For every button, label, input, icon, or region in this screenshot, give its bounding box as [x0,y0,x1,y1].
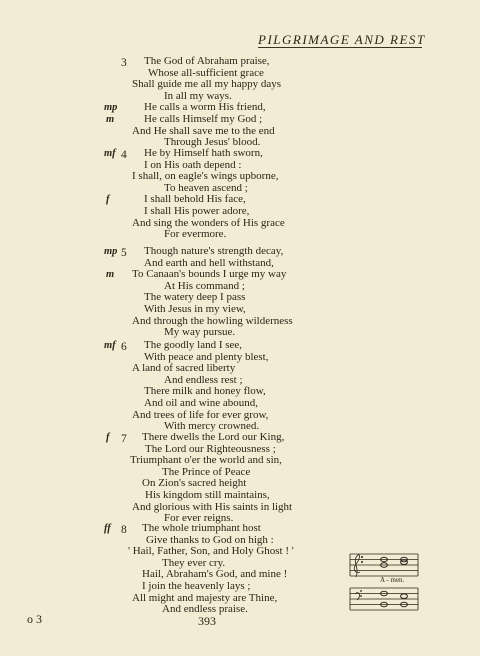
hymn-line: And trees of life for ever grow, [132,408,269,421]
hymn-line: In all my ways. [164,89,232,102]
hymn-line: They ever cry. [162,556,226,569]
hymn-line: He by Himself hath sworn, [144,147,263,159]
dynamic-marking: m [106,269,115,281]
dynamic-marking: f [106,432,110,443]
dynamic-marking: m [106,114,115,125]
hymn-line: And sing the wonders of His grace [132,216,285,229]
hymn-line: Hail, Abraham's God, and mine ! [142,568,288,581]
hymn-line: ' Hail, Father, Son, and Holy Ghost ! ' [128,545,294,558]
hymn-line: The God of Abraham praise, [144,55,270,67]
hymn-line: With mercy crowned. [164,420,260,433]
amen-text: A - men. [380,576,405,584]
hymn-line: And endless rest ; [164,373,243,386]
dynamic-marking: mf [104,340,116,351]
hymn-line: With peace and plenty blest, [144,350,269,363]
hymn-line: With Jesus in my view, [144,303,246,315]
hymn-line: On Zion's sacred height [142,477,247,490]
hymn-line: A land of sacred liberty [132,362,236,375]
hymn-line: And endless praise. [162,603,248,616]
hymn-line: For ever reigns. [164,512,234,525]
hymn-line: My way pursue. [164,326,236,339]
stanza-number: 8 [121,524,127,536]
stanza-number: 6 [121,341,127,353]
hymn-line: I join the heavenly lays ; [142,580,251,592]
hymn-line: He calls a worm His friend, [144,101,266,114]
hymn-line: I on His oath depend : [144,158,242,171]
hymn-line: I shall behold His face, [144,193,246,206]
hymn-line: And earth and hell withstand, [144,256,274,269]
hymn-line: Triumphant o'er the world and sin, [130,454,282,467]
header-rule [258,47,422,48]
dynamic-marking: ff [104,523,111,534]
hymn-line: The Prince of Peace [162,465,251,478]
dynamic-marking: mp [104,246,118,257]
hymn-line: The goodly land I see, [144,339,243,351]
stanza-number: 5 [121,247,127,259]
hymn-line: The watery deep I pass [144,291,246,304]
hymn-line: Though nature's strength decay, [144,245,284,257]
hymn-line: All might and majesty are Thine, [132,591,278,604]
hymn-line: And oil and wine abound, [144,397,258,409]
signature-mark: o 3 [27,612,42,626]
hymn-line: I shall His power adore, [144,205,250,217]
hymn-line: At His command ; [164,279,245,292]
hymn-line: Through Jesus' blood. [164,136,261,149]
hymn-line: To Canaan's bounds I urge my way [132,268,287,281]
hymn-line: To heaven ascend ; [164,181,248,194]
hymn-line: There milk and honey flow, [144,385,266,398]
dynamic-marking: mf [104,148,116,159]
stanza-number: 7 [121,433,127,445]
hymn-line: And glorious with His saints in light [132,500,293,513]
hymn-line: The whole triumphant host [142,522,261,534]
stanza-number: 4 [121,149,127,161]
hymn-line: Shall guide me all my happy days [132,78,282,91]
hymn-line: And through the howling wilderness [132,314,293,327]
dynamic-marking: mp [104,102,118,114]
hymn-line: I shall, on eagle's wings upborne, [132,170,279,183]
stanza-number: 3 [121,57,127,69]
hymn-line: The Lord our Righteousness ; [145,442,276,455]
hymn-line: Give thanks to God on high : [146,533,274,546]
hymn-line: His kingdom still maintains, [145,489,270,501]
hymn-line: And He shall save me to the end [132,124,275,137]
dynamic-marking: f [106,194,110,206]
hymn-line: There dwells the Lord our King, [142,431,285,443]
hymn-line: He calls Himself my God ; [144,113,263,125]
page-header-title: PILGRIMAGE AND REST [258,32,426,47]
hymn-line: For evermore. [164,228,227,241]
page-number: 393 [198,614,216,628]
hymn-line: Whose all-sufficient grace [148,66,264,79]
